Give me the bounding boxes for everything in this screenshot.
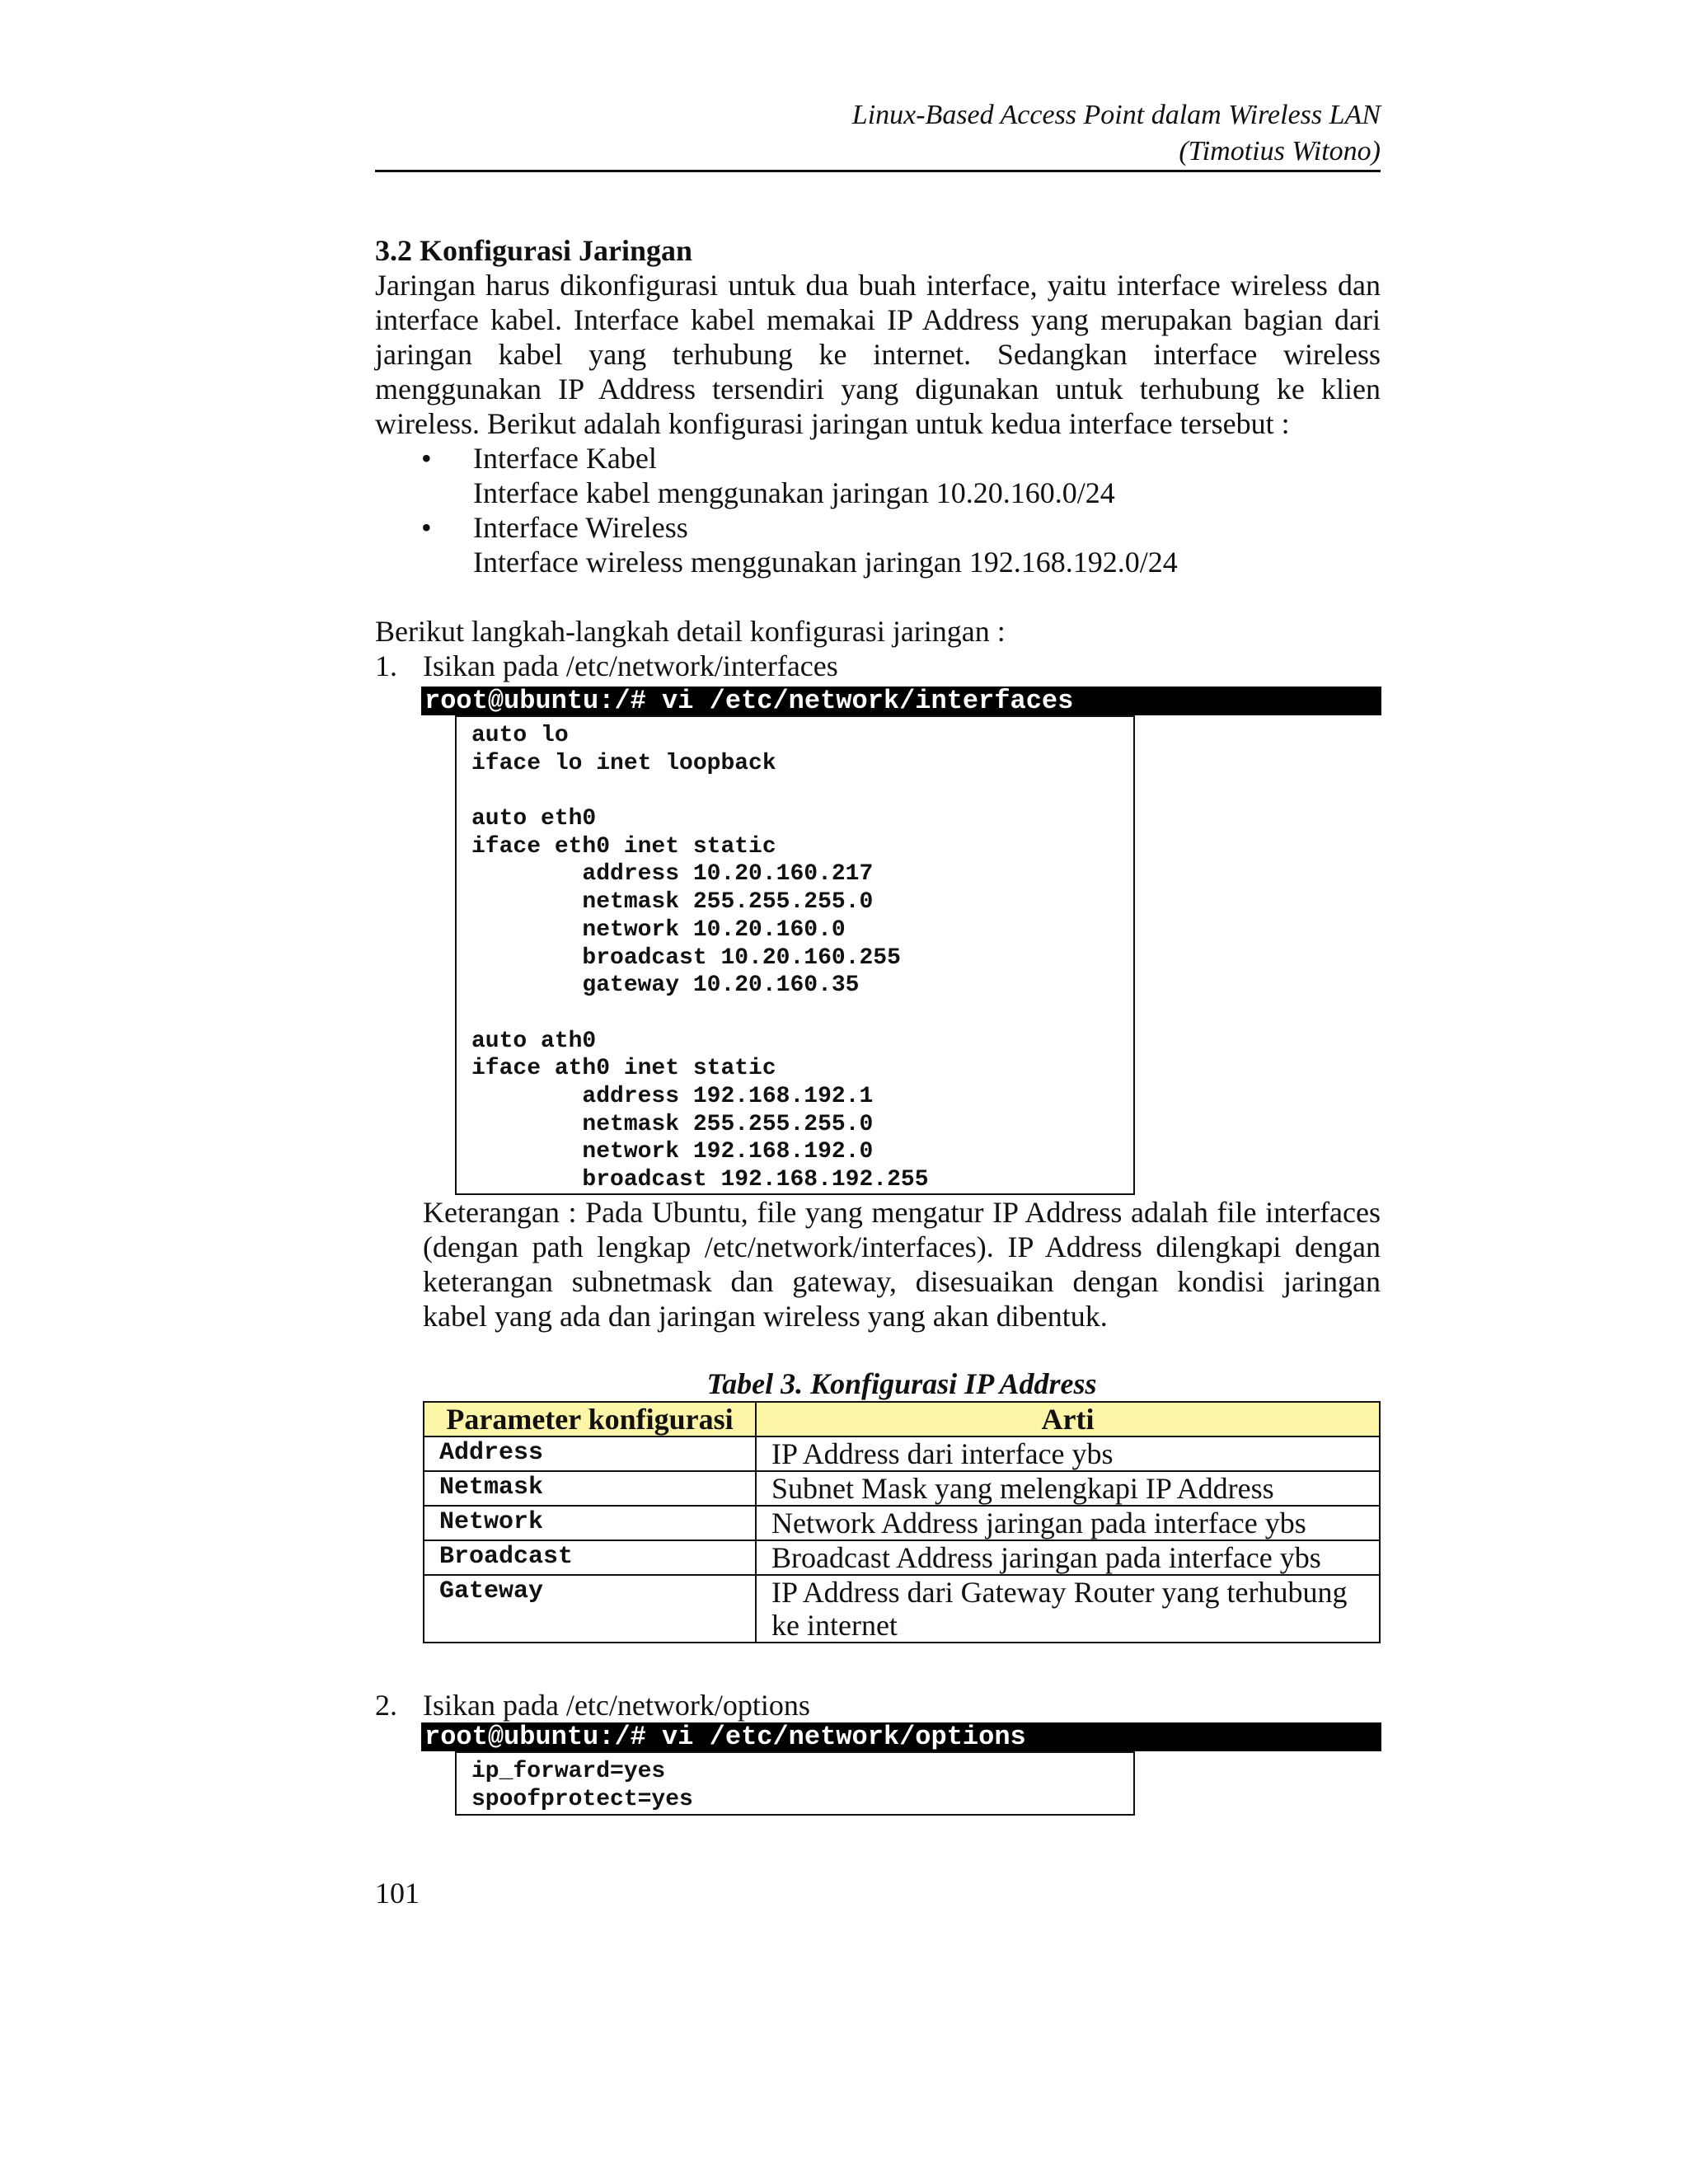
table-header-row [424,1402,1380,1436]
note-paragraph [423,1195,1381,1333]
list-item [375,441,1381,510]
step-1-label [375,649,1381,683]
interface-list [375,441,1381,579]
steps-intro: Berikut langkah-langkah detail konfigurasi jaringan : [375,615,1006,648]
running-header-title: Linux-Based Access Point dalam Wireless LAN [851,100,1381,130]
code-line [471,777,1133,805]
step-number: 1. [375,649,397,682]
column-header: Parameter konfigurasi [424,1402,756,1436]
code-line: iface ath0 inet static [471,1056,776,1082]
table-caption: Tabel 3. Konfigurasi IP Address [706,1367,1097,1400]
terminal-command-bar: root@ubuntu:/# vi /etc/network/options [421,1722,1381,1751]
param-cell: Network [424,1506,756,1540]
table-row [424,1436,1380,1471]
code-line: netmask 255.255.255.0 [471,1111,874,1137]
param-cell: Gateway [424,1575,756,1643]
list-item-title: Interface Wireless [473,511,688,544]
running-header [375,97,1381,170]
code-line: auto eth0 [471,806,597,832]
table-row [424,1575,1380,1643]
param-cell: Address [424,1436,756,1471]
interfaces-code-box [455,715,1135,1195]
code-line: broadcast 10.20.160.255 [471,944,901,971]
code-line: auto ath0 [471,1028,597,1054]
code-line: network 192.168.192.0 [471,1139,874,1165]
note-line: keterangan subnetmask dan gateway, disesuaikan dengan kondisi jaringan [423,1265,1381,1298]
meaning-cell: Subnet Mask yang melengkapi IP Address [756,1471,1380,1506]
intro-line: Jaringan harus dikonfigurasi untuk dua buah interface, yaitu interface wireless dan [375,269,1381,302]
code-line: ip_forward=yes [471,1759,666,1784]
list-item [375,510,1381,579]
param-cell: Netmask [424,1471,756,1506]
section-title: 3.2 Konfigurasi Jaringan [375,234,693,267]
code-line: spoofprotect=yes [471,1786,693,1812]
code-line: iface eth0 inet static [471,833,776,860]
code-line: iface lo inet loopback [471,750,776,776]
terminal-command-bar: root@ubuntu:/# vi /etc/network/interfaces [421,687,1381,715]
header-rule [375,170,1381,172]
table-row [424,1540,1380,1575]
page-number: 101 [375,1877,420,1910]
intro-line: menggunakan IP Address tersendiri yang digunakan untuk terhubung ke klien [375,373,1381,405]
note-line: kabel yang ada dan jaringan wireless yang akan dibentuk. [423,1300,1108,1333]
step-text: Isikan pada /etc/network/options [423,1689,810,1722]
note-line: (dengan path lengkap /etc/network/interfaces). IP Address dilengkapi dengan [423,1230,1381,1263]
table-row [424,1471,1380,1506]
code-line: address 10.20.160.217 [471,861,874,888]
code-line: address 192.168.192.1 [471,1083,874,1109]
bullet-icon: • [421,511,432,544]
intro-line: interface kabel. Interface kabel memakai IP Address yang merupakan bagian dari [375,303,1381,336]
step-number: 2. [375,1689,397,1722]
code-line: network 10.20.160.0 [471,916,846,943]
options-code-box [455,1751,1135,1816]
section-body [375,233,1381,683]
intro-paragraph [375,268,1381,441]
ip-config-table [423,1401,1381,1643]
intro-line: wireless. Berikut adalah konfigurasi jaringan untuk kedua interface tersebut : [375,407,1290,440]
column-header: Arti [756,1402,1380,1436]
meaning-cell: Network Address jaringan pada interface ybs [756,1506,1380,1540]
meaning-cell: Broadcast Address jaringan pada interface ybs [756,1540,1380,1575]
meaning-cell: IP Address dari Gateway Router yang terhubung ke internet [756,1575,1380,1643]
step-text: Isikan pada /etc/network/interfaces [423,649,838,682]
code-line: broadcast 192.168.192.255 [471,1167,929,1193]
code-line [471,1000,1133,1028]
running-header-author: (Timotius Witono) [1179,136,1381,166]
code-line: auto lo [471,723,569,748]
intro-line: jaringan kabel yang terhubung ke internet. Sedangkan interface wireless [375,338,1381,371]
code-line: gateway 10.20.160.35 [471,972,860,999]
meaning-cell: IP Address dari interface ybs [756,1436,1380,1471]
table-row [424,1506,1380,1540]
param-cell: Broadcast [424,1540,756,1575]
bullet-icon: • [421,442,432,475]
code-line: netmask 255.255.255.0 [471,889,874,916]
note-line: Keterangan : Pada Ubuntu, file yang mengatur IP Address adalah file interfaces [423,1196,1381,1229]
list-item-detail: Interface kabel menggunakan jaringan 10.20.160.0/24 [473,476,1115,509]
list-item-title: Interface Kabel [473,442,657,475]
step-2-label [375,1688,1428,1722]
list-item-detail: Interface wireless menggunakan jaringan 192.168.192.0/24 [473,546,1178,579]
